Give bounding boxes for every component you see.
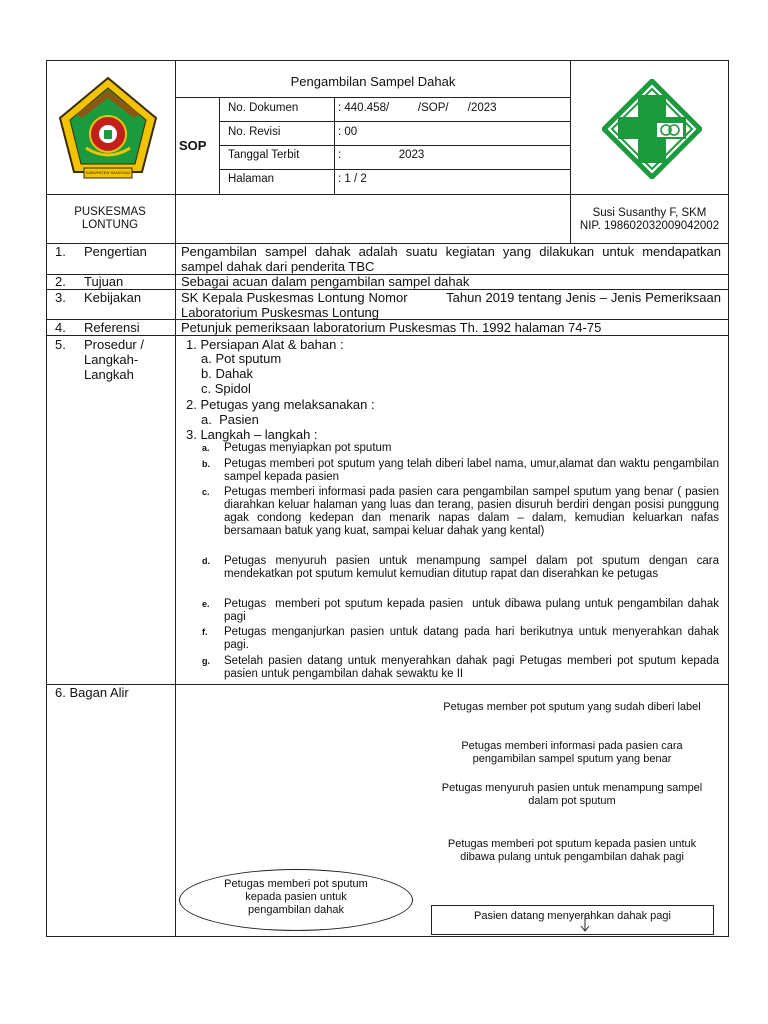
- section-5-label-line3: Langkah: [84, 367, 134, 382]
- page-label: Halaman: [228, 173, 275, 185]
- staff-item: a. Pasien: [201, 412, 259, 427]
- step-mark: c.: [202, 487, 210, 497]
- regency-logo: [56, 74, 160, 186]
- flow-oval-text: Petugas memberi pot sputum kepada pasien untuk pengambilan dahak: [224, 878, 368, 916]
- material-item: a. Pot sputum: [201, 351, 282, 366]
- section-2-number: 2.: [55, 274, 66, 289]
- step-mark: d.: [202, 556, 210, 566]
- sop-label: SOP: [179, 138, 207, 153]
- step-text: Petugas menyuruh pasien untuk menampung sampel dalam pot sputum dengan cara mendekatkan pot sputum kemulut kemudian ditutup rapat dan diserahkan ke petugas: [224, 555, 719, 580]
- section-1-text: Pengambilan sampel dahak adalah suatu kegiatan yang dilakukan untuk mendapatkan sampel dahak dari penderita TBC: [181, 244, 721, 274]
- doc-number-value: : 440.458/ /SOP/ /2023: [338, 102, 497, 114]
- section-6-label: 6. Bagan Alir: [55, 685, 129, 700]
- page-value: : 1 / 2: [338, 173, 367, 185]
- flow-step: Petugas member pot sputum yang sudah diberi label: [443, 701, 701, 713]
- flow-step: Petugas menyuruh pasien untuk menampung sampel dalam pot sputum: [441, 782, 703, 807]
- doc-number-label: No. Dokumen: [228, 102, 299, 114]
- section-4-label: Referensi: [84, 320, 140, 335]
- step-mark: b.: [202, 459, 210, 469]
- section-1-number: 1.: [55, 244, 66, 259]
- section-5-label-line1: Prosedur /: [84, 337, 144, 352]
- arrow-down-icon: [579, 914, 591, 932]
- flow-step: Petugas memberi pot sputum kepada pasien untuk dibawa pulang untuk pengambilan dahak pagi: [447, 838, 697, 863]
- step-text: Petugas memberi informasi pada pasien cara pengambilan sampel sputum yang benar ( pasien diarahkan keluar halaman yang luas dan terang, pasien disuruh berdiri dengan posisi punggung agak condong kedepan dan menarik napas dalam – dalam, kemudian keluarkan nafas bersamaan batuk yang kuat, sampai keluar dahak yang kental): [224, 486, 719, 537]
- step-mark: f.: [202, 627, 208, 637]
- issue-date-label: Tanggal Terbit: [228, 149, 300, 161]
- logo-caption: KABUPATEN SANGGAU: [85, 170, 131, 175]
- section-3-number: 3.: [55, 290, 66, 305]
- flow-step: Pasien datang menyerahkan dahak pagi: [474, 910, 671, 922]
- issue-date-value: : 2023: [338, 149, 425, 161]
- procedure-steps-heading: 3. Langkah – langkah :: [186, 427, 318, 442]
- step-text: Petugas menganjurkan pasien untuk datang pada hari berikutnya untuk menyerahkan dahak pagi.: [224, 626, 719, 651]
- step-mark: a.: [202, 443, 210, 453]
- step-text: Petugas memberi pot sputum yang telah diberi label nama, umur,alamat dan waktu pengambilan sampel kepada pasien: [224, 458, 719, 483]
- section-4-text: Petunjuk pemeriksaan laboratorium Puskesmas Th. 1992 halaman 74-75: [181, 320, 602, 335]
- puskesmas-logo: [602, 79, 702, 179]
- section-4-number: 4.: [55, 320, 66, 335]
- procedure-materials-heading: 1. Persiapan Alat & bahan :: [186, 337, 344, 352]
- section-5-label-line2: Langkah-: [84, 352, 139, 367]
- material-item: c. Spidol: [201, 381, 251, 396]
- section-3-label: Kebijakan: [84, 290, 142, 305]
- signer-name: Susi Susanthy F, SKM: [592, 207, 707, 219]
- section-1-label: Pengertian: [84, 244, 147, 259]
- step-mark: e.: [202, 599, 210, 609]
- institution-name: PUSKESMAS LONTUNG: [74, 206, 146, 231]
- section-5-number: 5.: [55, 337, 66, 352]
- document-title: Pengambilan Sampel Dahak: [290, 74, 456, 89]
- revision-label: No. Revisi: [228, 126, 281, 138]
- step-text: Petugas menyiapkan pot sputum: [224, 442, 392, 454]
- procedure-staff-heading: 2. Petugas yang melaksanakan :: [186, 397, 375, 412]
- material-item: b. Dahak: [201, 366, 254, 381]
- section-3-text: SK Kepala Puskesmas Lontung Nomor Tahun 2019 tentang Jenis – Jenis Pemeriksaan Laboratorium Puskesmas Lontung: [181, 290, 725, 320]
- step-text: Petugas memberi pot sputum kepada pasien untuk dibawa pulang untuk pengambilan dahak pagi: [224, 598, 726, 623]
- section-2-label: Tujuan: [84, 274, 124, 289]
- signer-nip: NIP. 198602032009042002: [579, 220, 720, 232]
- revision-value: : 00: [338, 126, 358, 138]
- step-text: Setelah pasien datang untuk menyerahkan dahak pagi Petugas memberi pot sputum kepada pasien untuk pengambilan dahak sewaktu ke II: [224, 655, 719, 680]
- section-2-text: Sebagai acuan dalam pengambilan sampel dahak: [181, 274, 470, 289]
- flow-step: Petugas memberi informasi pada pasien cara pengambilan sampel sputum yang benar: [461, 740, 683, 765]
- step-mark: g.: [202, 656, 210, 666]
